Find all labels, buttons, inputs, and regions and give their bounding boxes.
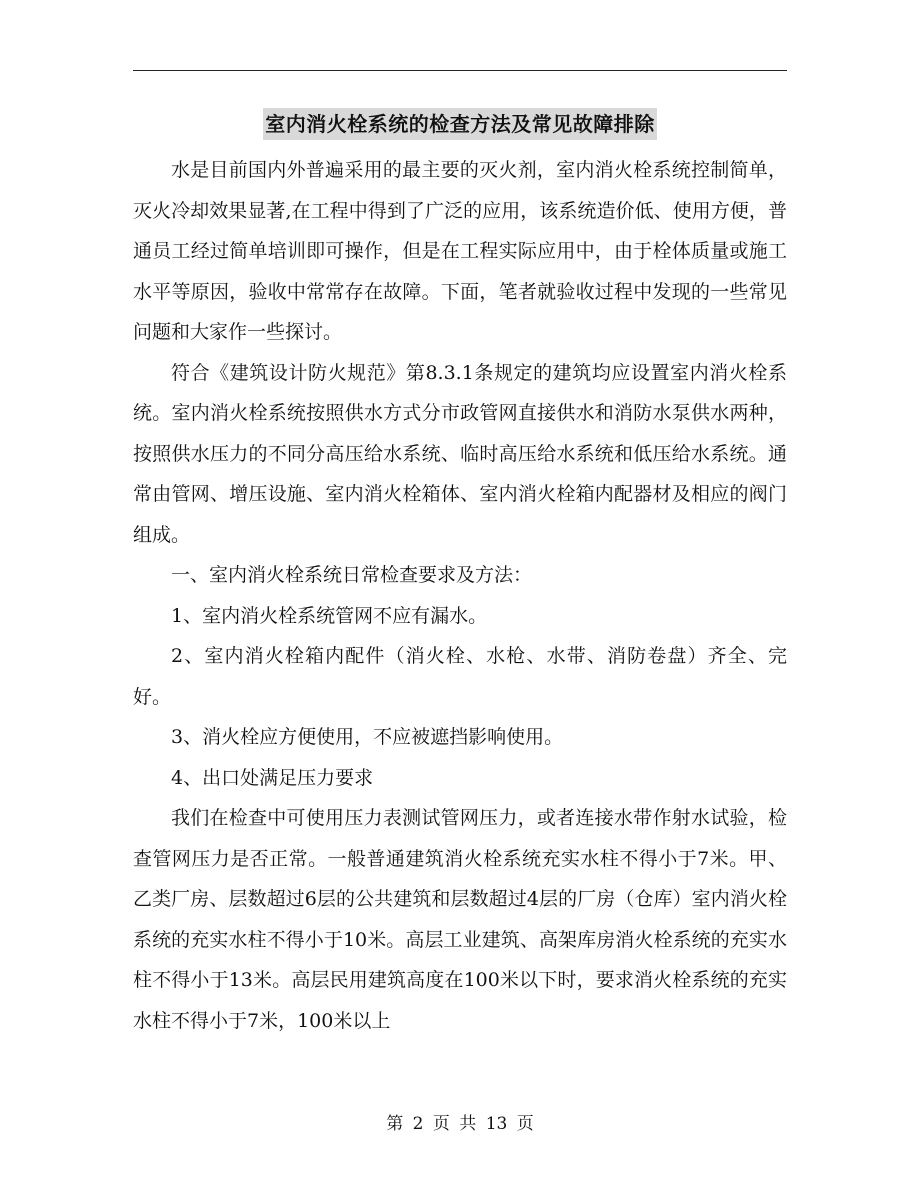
list-item-1: 1、室内消火栓系统管网不应有漏水。 (171, 604, 488, 627)
section-heading-daily-check: 一、室内消火栓系统日常检查要求及方法： (171, 564, 533, 586)
document-title: 室内消火栓系统的检查方法及常见故障排除 (263, 108, 657, 140)
paragraph-pressure-test: 我们在检查中可使用压力表测试管网压力，或者连接水带作射水试验，检查管网压力是否正常。一般普通建筑消火栓系统充实水柱不得小于7米。甲、乙类厂房、层数超过6层的公共建筑和层数超过4层的厂房（仓库）室内消火栓系统的充实水柱不得小于10米。高层工业建筑、高架库房消火栓系统的充实水柱不得小于13米。高层民用建筑高度在100米以下时，要求消火栓系统的充实水柱不得小于7米，100米以上 (133, 807, 787, 1032)
title-block (133, 108, 787, 140)
list-item-3: 3、消火栓应方便使用，不应被遮挡影响使用。 (171, 726, 564, 748)
list-item-4: 4、出口处满足压力要求 (171, 766, 374, 789)
list-item-2: 2、室内消火栓箱内配件（消火栓、水枪、水带、消防卷盘）齐全、完好。 (133, 645, 787, 708)
page-number: 第 2 页 共 13 页 (386, 1114, 534, 1134)
paragraph-system-overview: 符合《建筑设计防火规范》第8.3.1条规定的建筑均应设置室内消火栓系统。室内消火栓系统按照供水方式分市政管网直接供水和消防水泵供水两种，按照供水压力的不同分高压给水系统、临时高压给水系统和低压给水系统。通常由管网、增压设施、室内消火栓箱体、室内消火栓箱内配器材及相应的阀门组成。 (133, 361, 787, 546)
header-rule (133, 70, 787, 71)
document-body (133, 150, 787, 1041)
paragraph-intro: 水是目前国内外普遍采用的最主要的灭火剂，室内消火栓系统控制简单，灭火冷却效果显著,在工程中得到了广泛的应用，该系统造价低、使用方便，普通员工经过简单培训即可操作，但是在工程实际应用中，由于栓体质量或施工水平等原因，验收中常常存在故障。下面，笔者就验收过程中发现的一些常见问题和大家作一些探讨。 (133, 159, 787, 343)
